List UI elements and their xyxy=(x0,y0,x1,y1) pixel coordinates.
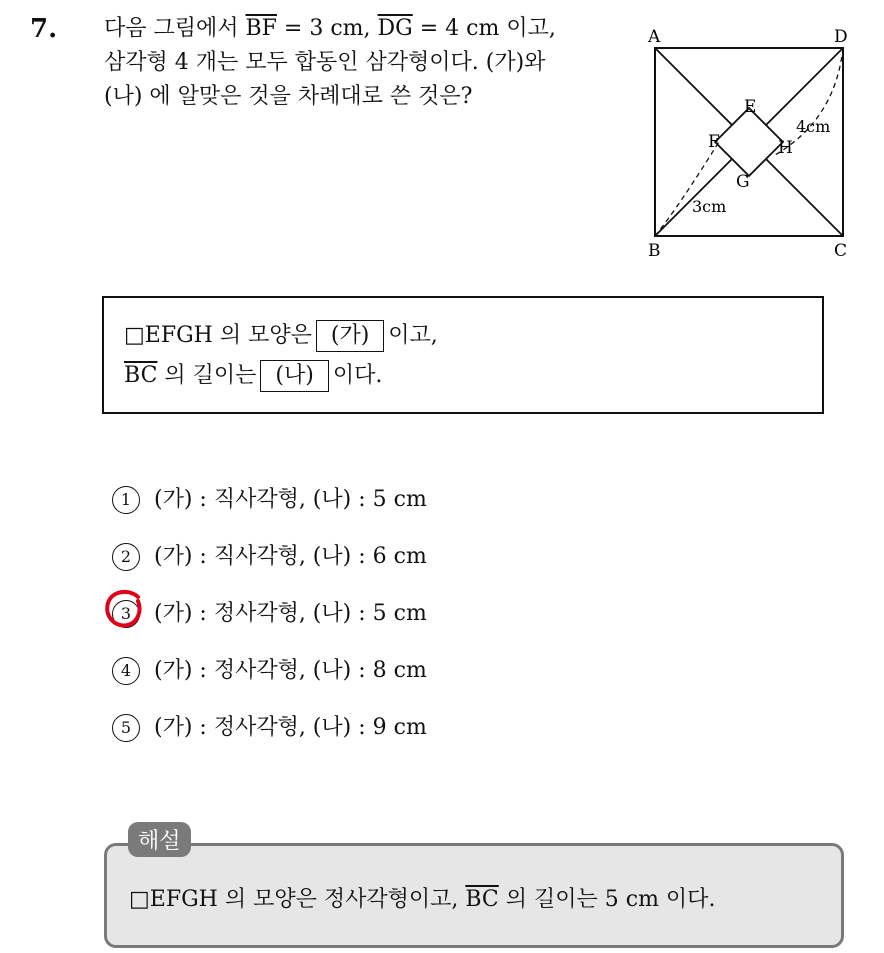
segment-bc: $\overline{BC}$ xyxy=(124,363,158,388)
choice-number: 4 xyxy=(112,657,140,685)
choice-1[interactable] xyxy=(112,482,427,514)
dashed-bf xyxy=(655,140,720,236)
label-a: A xyxy=(648,27,661,47)
choice-number: 3 xyxy=(112,600,140,628)
length-bf: 3cm xyxy=(692,197,727,216)
solution-tab: 해설 xyxy=(128,822,191,857)
blank-ga: (가) xyxy=(316,320,384,352)
choice-text: (가) : 정사각형, (나) : 8 cm xyxy=(154,658,427,683)
label-e: E xyxy=(744,97,757,117)
box-line-1: □EFGH 의 모양은 (가) 이고, xyxy=(124,318,438,352)
label-c: C xyxy=(834,241,848,261)
choice-5[interactable] xyxy=(112,710,427,742)
choice-2[interactable] xyxy=(112,539,427,571)
question-number: 7. xyxy=(30,14,58,44)
choice-text: (가) : 정사각형, (나) : 5 cm xyxy=(154,601,427,626)
label-b: B xyxy=(648,241,661,261)
fill-in-box xyxy=(102,296,824,414)
label-h: H xyxy=(778,138,793,158)
answer-circle-mark xyxy=(102,587,146,631)
choice-3[interactable] xyxy=(112,596,427,628)
box-line-2: $\overline{BC}$ 의 길이는 (나) 이다. xyxy=(124,358,382,392)
label-g: G xyxy=(736,172,750,192)
mark-stroke xyxy=(107,592,139,626)
question-text xyxy=(104,12,624,114)
question-line-3: (나) 에 알맞은 것을 차례대로 쓴 것은? xyxy=(104,84,473,109)
choice-text: (가) : 직사각형, (나) : 6 cm xyxy=(154,544,427,569)
choice-4[interactable] xyxy=(112,653,427,685)
blank-na: (나) xyxy=(260,360,328,392)
choice-number: 2 xyxy=(112,543,140,571)
label-d: D xyxy=(834,27,848,47)
label-f: F xyxy=(708,132,720,152)
solution-text: □EFGH 의 모양은 정사각형이고, $\overline{BC}$ 의 길이는 5 cm 이다. xyxy=(129,887,716,912)
choice-text: (가) : 직사각형, (나) : 5 cm xyxy=(154,487,427,512)
square-figure xyxy=(640,20,860,265)
choice-number: 1 xyxy=(112,486,140,514)
choice-text: (가) : 정사각형, (나) : 9 cm xyxy=(154,715,427,740)
choice-number: 5 xyxy=(112,714,140,742)
segment-bf: $\overline{BF}$ xyxy=(245,16,277,41)
segment-bc-solution: $\overline{BC}$ xyxy=(465,887,499,912)
segment-dg: $\overline{DG}$ xyxy=(377,16,413,41)
question-line-1: 다음 그림에서 $\overline{BF} = 3$ cm, $\overline{DG} = 4$ cm 이고, xyxy=(104,16,556,41)
question-line-2: 삼각형 4 개는 모두 합동인 삼각형이다. (가)와 xyxy=(104,50,546,75)
length-dh: 4cm xyxy=(796,117,831,136)
solution-box xyxy=(104,843,844,948)
